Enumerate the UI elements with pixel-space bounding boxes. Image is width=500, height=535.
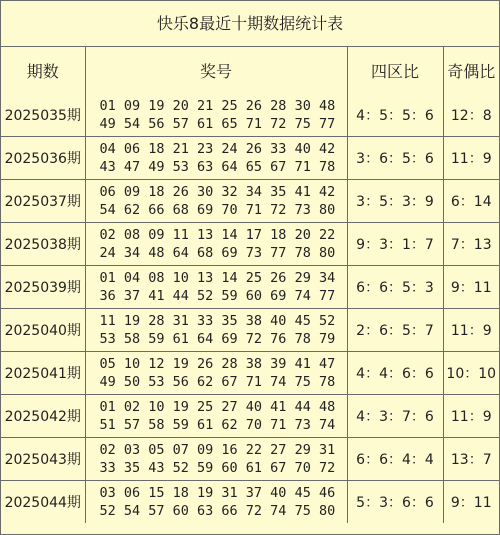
numbers-line-2: 52 54 57 60 63 66 72 74 75 80 [99, 503, 336, 519]
zone-ratio-cell: 2：6：5：7 [347, 309, 443, 352]
numbers-cell [85, 395, 347, 438]
numbers-cell [85, 137, 347, 180]
period-cell: 2025044期 [1, 481, 85, 524]
table-row [1, 395, 499, 438]
odd-even-ratio-cell: 7：13 [443, 223, 499, 266]
table-row [1, 309, 499, 352]
zone-ratio-cell: 9：3：1：7 [347, 223, 443, 266]
odd-even-ratio-cell: 9：11 [443, 481, 499, 524]
period-cell: 2025036期 [1, 137, 85, 180]
numbers-cell [85, 481, 347, 524]
numbers-line-1: 05 10 12 19 26 28 38 39 41 47 [99, 356, 336, 372]
table-row [1, 137, 499, 180]
table-row [1, 266, 499, 309]
numbers-line-1: 03 06 15 18 19 31 37 40 45 46 [99, 485, 336, 501]
zone-ratio-cell: 5：3：6：6 [347, 481, 443, 524]
table-title: 快乐8最近十期数据统计表 [1, 1, 499, 47]
zone-ratio-cell: 6：6：4：4 [347, 438, 443, 481]
numbers-line-1: 01 09 19 20 21 25 26 28 30 48 [99, 98, 336, 114]
zone-ratio-cell: 4：3：7：6 [347, 395, 443, 438]
numbers-line-2: 33 35 43 52 59 60 61 67 70 72 [99, 460, 336, 476]
numbers-line-1: 01 04 08 10 13 14 25 26 29 34 [99, 270, 336, 286]
numbers-line-2: 49 50 53 56 62 67 71 74 75 78 [99, 374, 336, 390]
table-row [1, 94, 499, 137]
odd-even-ratio-cell: 6：14 [443, 180, 499, 223]
numbers-cell [85, 309, 347, 352]
numbers-cell [85, 180, 347, 223]
table-row [1, 352, 499, 395]
numbers-line-1: 01 02 10 19 25 27 40 41 44 48 [99, 399, 336, 415]
numbers-line-1: 02 08 09 11 13 14 17 18 20 22 [99, 227, 336, 243]
numbers-line-1: 02 03 05 07 09 16 22 27 29 31 [99, 442, 336, 458]
header-numbers: 奖号 [85, 47, 347, 94]
numbers-line-1: 06 09 18 26 30 32 34 35 41 42 [99, 184, 336, 200]
numbers-cell [85, 94, 347, 137]
zone-ratio-cell: 3：5：3：9 [347, 180, 443, 223]
odd-even-ratio-cell: 10：10 [443, 352, 499, 395]
numbers-line-1: 11 19 28 31 33 35 38 40 45 52 [99, 313, 336, 329]
odd-even-ratio-cell: 11：9 [443, 395, 499, 438]
numbers-cell [85, 266, 347, 309]
period-cell: 2025042期 [1, 395, 85, 438]
header-period: 期数 [1, 47, 85, 94]
header-odd-even-ratio: 奇偶比 [443, 47, 499, 94]
numbers-cell [85, 352, 347, 395]
period-cell: 2025041期 [1, 352, 85, 395]
period-cell: 2025037期 [1, 180, 85, 223]
period-cell: 2025038期 [1, 223, 85, 266]
zone-ratio-cell: 3：6：5：6 [347, 137, 443, 180]
odd-even-ratio-cell: 12：8 [443, 94, 499, 137]
table-row [1, 180, 499, 223]
zone-ratio-cell: 4：5：5：6 [347, 94, 443, 137]
numbers-line-1: 04 06 18 21 23 24 26 33 40 42 [99, 141, 336, 157]
zone-ratio-cell: 6：6：5：3 [347, 266, 443, 309]
odd-even-ratio-cell: 9：11 [443, 266, 499, 309]
numbers-line-2: 51 57 58 59 61 62 70 71 73 74 [99, 417, 336, 433]
period-cell: 2025040期 [1, 309, 85, 352]
numbers-cell [85, 438, 347, 481]
zone-ratio-cell: 4：4：6：6 [347, 352, 443, 395]
numbers-line-2: 53 58 59 61 64 69 72 76 78 79 [99, 331, 336, 347]
numbers-line-2: 54 62 66 68 69 70 71 72 73 80 [99, 202, 336, 218]
odd-even-ratio-cell: 11：9 [443, 309, 499, 352]
table-row [1, 438, 499, 481]
table-row [1, 223, 499, 266]
numbers-line-2: 49 54 56 57 61 65 71 72 75 77 [99, 116, 336, 132]
odd-even-ratio-cell: 11：9 [443, 137, 499, 180]
header-row [1, 47, 499, 94]
numbers-line-2: 43 47 49 53 63 64 65 67 71 78 [99, 159, 336, 175]
numbers-line-2: 24 34 48 64 68 69 73 77 78 80 [99, 245, 336, 261]
numbers-line-2: 36 37 41 44 52 59 60 69 74 77 [99, 288, 336, 304]
numbers-cell [85, 223, 347, 266]
odd-even-ratio-cell: 13：7 [443, 438, 499, 481]
period-cell: 2025043期 [1, 438, 85, 481]
period-cell: 2025035期 [1, 94, 85, 137]
table-row [1, 481, 499, 524]
draw-stats-table [1, 47, 499, 523]
period-cell: 2025039期 [1, 266, 85, 309]
header-zone-ratio: 四区比 [347, 47, 443, 94]
